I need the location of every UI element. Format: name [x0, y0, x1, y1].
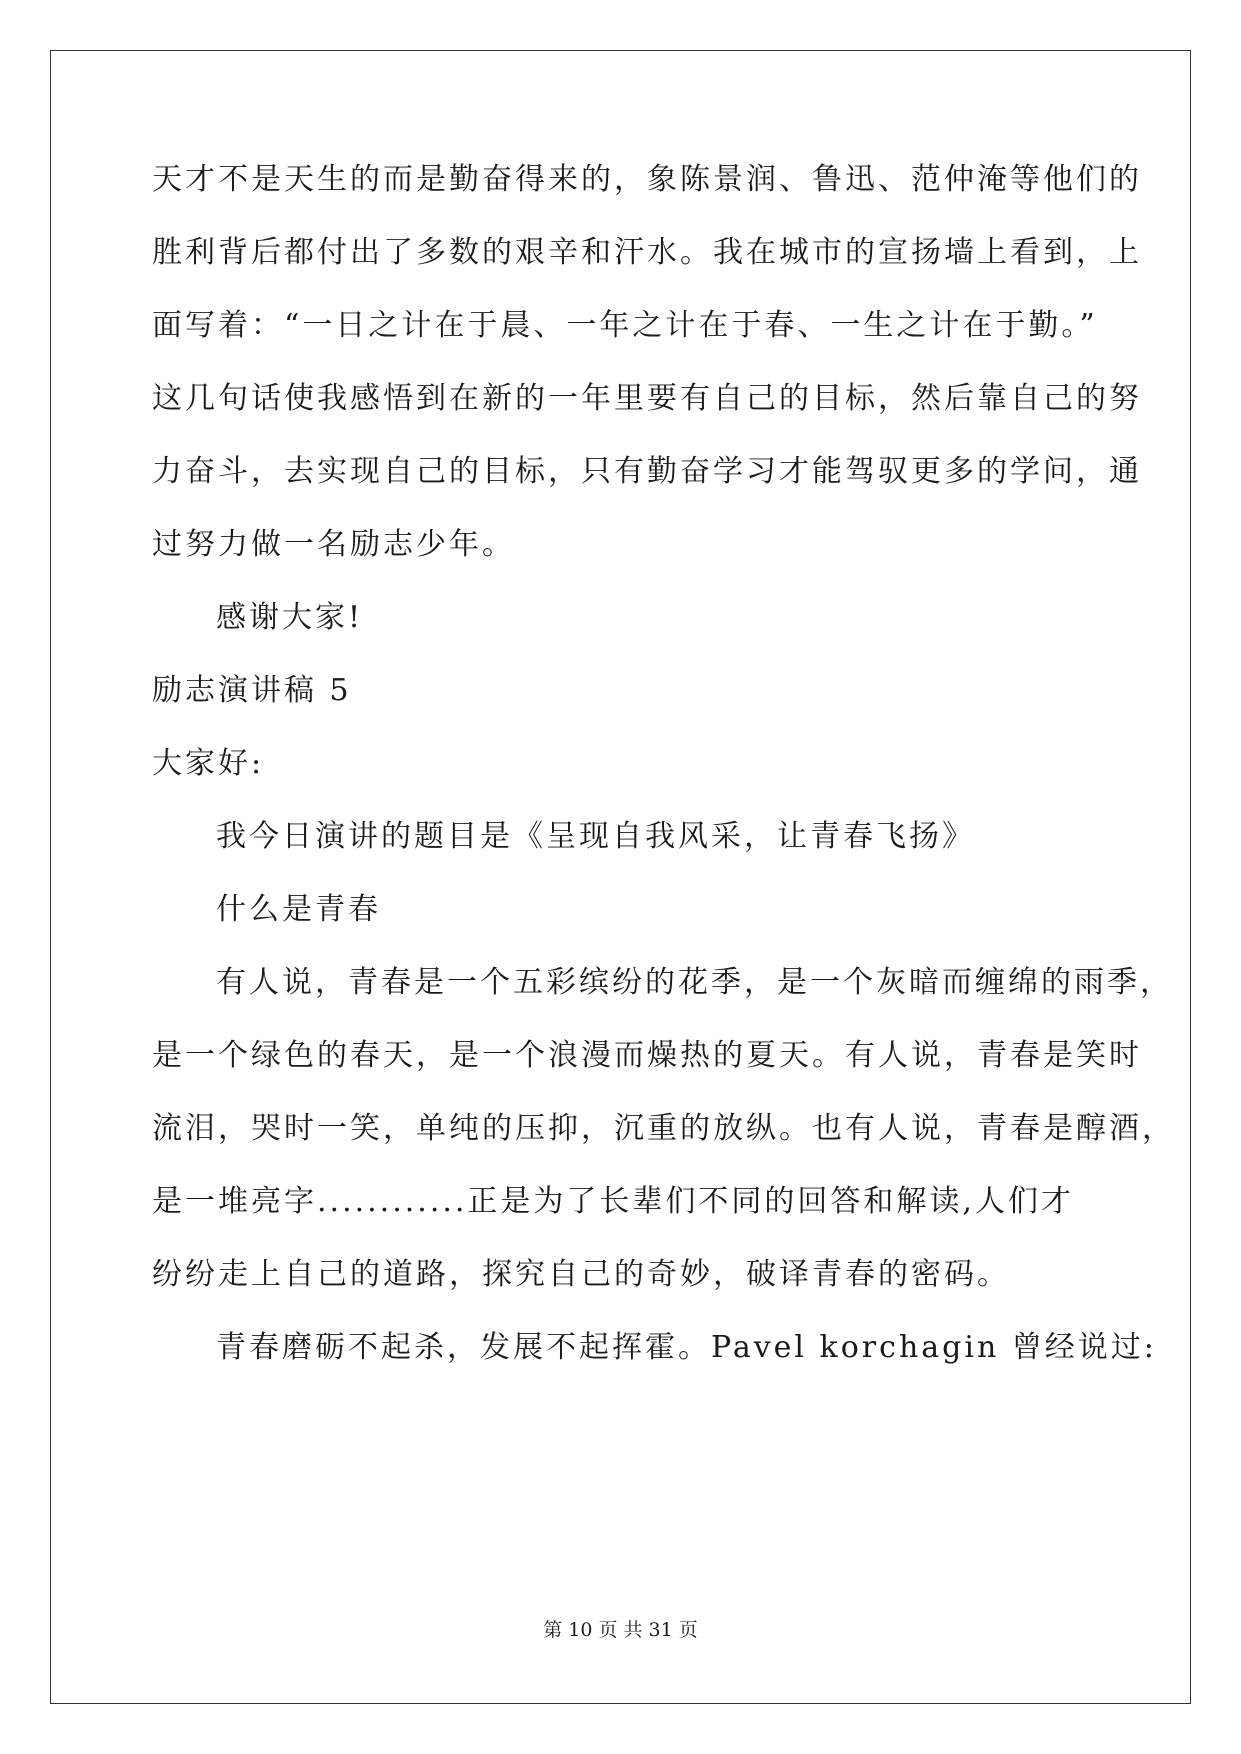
paragraph-line: 这几句话使我感悟到在新的一年里要有自己的目标，然后靠自己的努: [152, 381, 1142, 416]
paragraph-line: 是一个绿色的春天，是一个浪漫而燥热的夏天。有人说，青春是笑时: [152, 1038, 1142, 1073]
question-line: 什么是青春: [216, 892, 381, 927]
page-border: [50, 50, 1191, 1704]
section-title: 励志演讲稿 5: [152, 673, 352, 708]
paragraph-line: 是一堆亮字............正是为了长辈们不同的回答和解读,人们才: [152, 1184, 1074, 1219]
page-number-footer: 第 10 页 共 31 页: [543, 1619, 698, 1641]
paragraph-line: 天才不是天生的而是勤奋得来的，象陈景润、鲁迅、范仲淹等他们的: [152, 162, 1142, 197]
thanks-line: 感谢大家!: [216, 600, 364, 635]
paragraph-line: 面写着：“一日之计在于晨、一年之计在于春、一生之计在于勤。”: [152, 308, 1098, 343]
topic-line: 我今日演讲的题目是《呈现自我风采，让青春飞扬》: [216, 819, 975, 854]
paragraph-line: 胜利背后都付出了多数的艰辛和汗水。我在城市的宣扬墙上看到，上: [152, 235, 1142, 270]
paragraph-line: 流泪，哭时一笑，单纯的压抑，沉重的放纵。也有人说，青春是醇酒，: [152, 1111, 1175, 1146]
paragraph-line: 过努力做一名励志少年。: [152, 527, 515, 562]
paragraph-line: 力奋斗，去实现自己的目标，只有勤奋学习才能驾驭更多的学问，通: [152, 454, 1142, 489]
paragraph-line: 青春磨砺不起杀，发展不起挥霍。Pavel korchagin 曾经说过:: [216, 1330, 1157, 1365]
greeting: 大家好:: [152, 746, 265, 781]
paragraph-line: 纷纷走上自己的道路，探究自己的奇妙，破译青春的密码。: [152, 1257, 1010, 1292]
paragraph-line: 有人说，青春是一个五彩缤纷的花季，是一个灰暗而缠绵的雨季，: [216, 965, 1173, 1000]
